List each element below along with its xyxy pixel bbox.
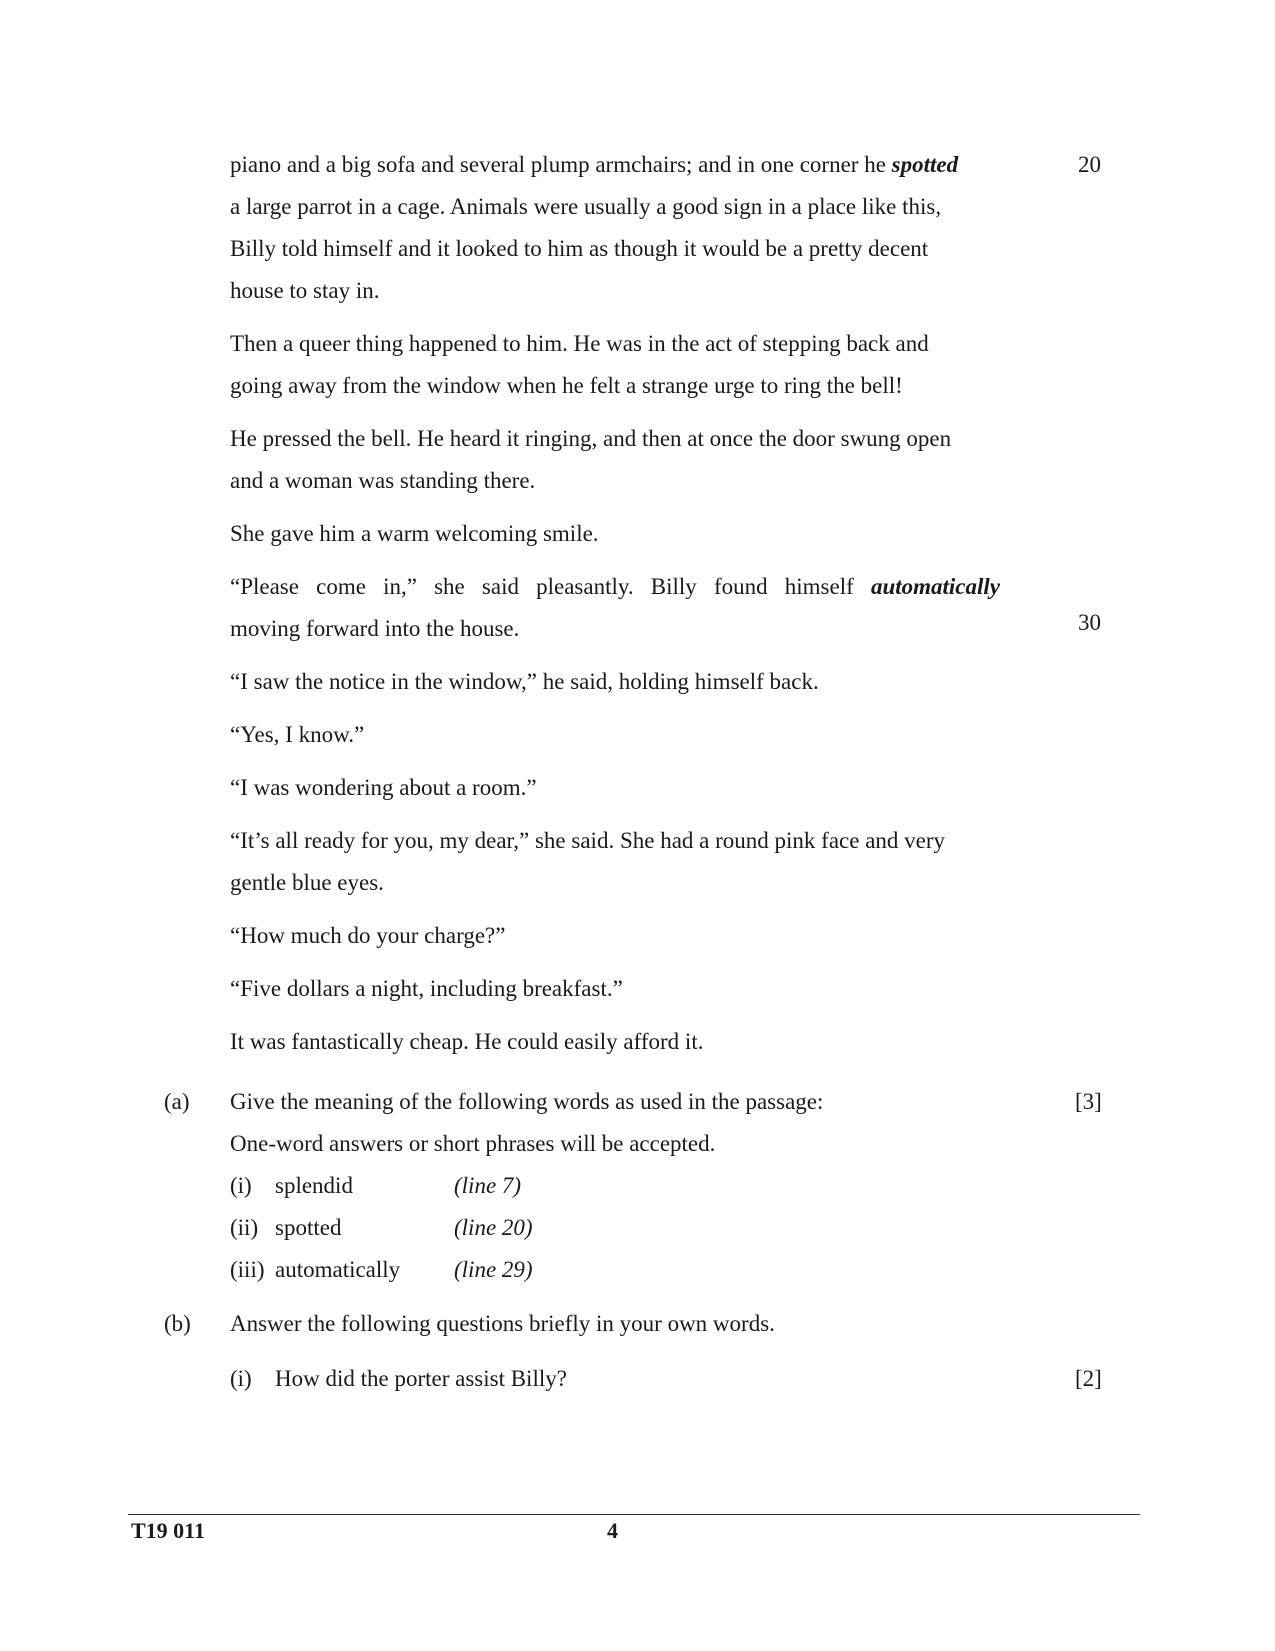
sub-question-text: How did the porter assist Billy? xyxy=(275,1366,567,1391)
passage-line: going away from the window when he felt a strange urge to ring the bell! xyxy=(230,373,903,398)
sub-question-number: (i) xyxy=(230,1366,252,1391)
marks-label: [3] xyxy=(1075,1089,1102,1114)
sub-item-number: (ii) xyxy=(230,1215,259,1240)
passage-line: “I saw the notice in the window,” he said, holding himself back. xyxy=(230,669,819,694)
passage-line: a large parrot in a cage. Animals were usually a good sign in a place like this, xyxy=(230,194,942,219)
sub-item-line-ref: (line 29) xyxy=(454,1257,533,1282)
passage-line: “Five dollars a night, including breakfast.” xyxy=(230,976,623,1001)
passage-line: It was fantastically cheap. He could easily afford it. xyxy=(230,1029,704,1054)
line-number: 20 xyxy=(1078,152,1101,177)
passage-line: She gave him a warm welcoming smile. xyxy=(230,521,599,546)
sub-item-line-ref: (line 20) xyxy=(454,1215,533,1240)
question-text: One-word answers or short phrases will be accepted. xyxy=(230,1131,716,1156)
passage-line: “Yes, I know.” xyxy=(230,722,365,747)
sub-item-word: splendid xyxy=(275,1173,353,1198)
passage-line: “How much do your charge?” xyxy=(230,923,506,948)
line-number: 30 xyxy=(1078,610,1101,635)
emphasized-word: spotted xyxy=(891,152,959,177)
question-label: (b) xyxy=(164,1311,191,1336)
passage-line: moving forward into the house. xyxy=(230,616,520,641)
passage-text: piano and a big sofa and several plump armchairs; and in one corner he xyxy=(230,152,886,177)
passage-line: Then a queer thing happened to him. He was in the act of stepping back and xyxy=(230,331,929,356)
passage-line: and a woman was standing there. xyxy=(230,468,536,493)
passage-line: “It’s all ready for you, my dear,” she said. She had a round pink face and very xyxy=(230,828,946,853)
sub-item-line-ref: (line 7) xyxy=(454,1173,522,1198)
sub-item-word: automatically xyxy=(275,1257,401,1282)
passage-line xyxy=(230,152,958,178)
passage-line: Billy told himself and it looked to him as though it would be a pretty decent xyxy=(230,236,929,261)
passage-line: house to stay in. xyxy=(230,278,380,303)
sub-item-word: spotted xyxy=(275,1215,342,1240)
marks-label: [2] xyxy=(1075,1366,1102,1391)
passage-text: “Please come in,” she said pleasantly. Billy found himself xyxy=(230,574,854,599)
question-label: (a) xyxy=(164,1089,190,1114)
passage-line xyxy=(230,574,1000,600)
passage-line: gentle blue eyes. xyxy=(230,870,384,895)
emphasized-word: automatically xyxy=(870,574,1001,599)
sub-item-number: (i) xyxy=(230,1173,252,1198)
page-number: 4 xyxy=(607,1518,618,1543)
question-text: Answer the following questions briefly in your own words. xyxy=(230,1311,775,1336)
question-text: Give the meaning of the following words as used in the passage: xyxy=(230,1089,824,1114)
passage-line: “I was wondering about a room.” xyxy=(230,775,537,800)
sub-item-number: (iii) xyxy=(230,1257,265,1282)
footer-divider xyxy=(128,1514,1140,1515)
paper-code: T19 011 xyxy=(131,1518,205,1543)
passage-line: He pressed the bell. He heard it ringing, and then at once the door swung open xyxy=(230,426,952,451)
